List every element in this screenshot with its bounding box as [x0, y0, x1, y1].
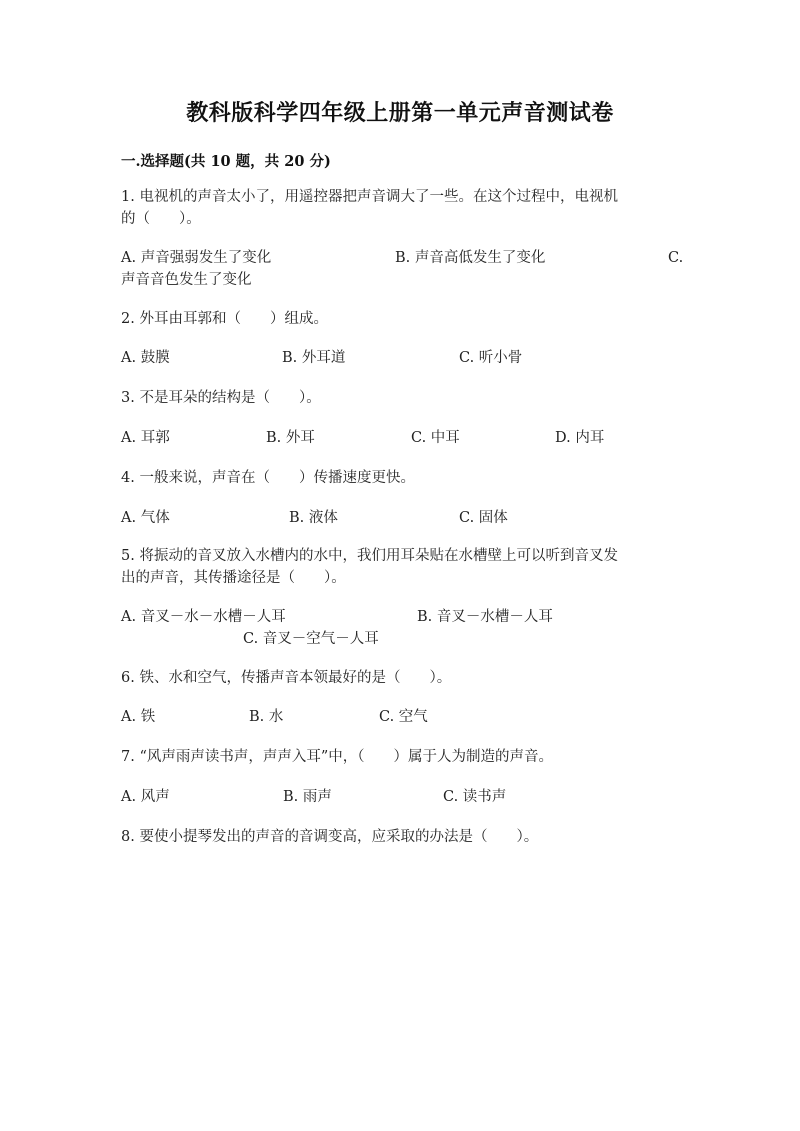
question-3-option-c: C. 中耳 — [411, 430, 460, 446]
question-5-option-a: A. 音叉－水－水槽－人耳 — [121, 609, 286, 625]
question-1-option-a: A. 声音强弱发生了变化 — [121, 250, 272, 266]
question-5-text-line-2: 出的声音，其传播途径是（ ）。 — [121, 570, 346, 586]
question-5-text-line-1: 5. 将振动的音叉放入水槽内的水中，我们用耳朵贴在水槽壁上可以听到音叉发 — [121, 548, 618, 564]
question-4-option-b: B. 液体 — [289, 510, 338, 526]
page-title: 教科版科学四年级上册第一单元声音测试卷 — [186, 100, 614, 126]
question-1-option-c-label: C. — [668, 250, 684, 266]
question-4-option-c: C. 固体 — [459, 510, 508, 526]
question-6: 6. 铁、水和空气，传播声音本领最好的是（ ）。 — [121, 670, 452, 686]
question-4: 4. 一般来说，声音在（ ）传播速度更快。 — [121, 470, 415, 486]
question-5 — [121, 545, 681, 589]
question-1-option-b: B. 声音高低发生了变化 — [395, 250, 546, 266]
question-3-option-b: B. 外耳 — [266, 430, 315, 446]
question-6-option-c: C. 空气 — [379, 709, 428, 725]
question-1-option-c-text: 声音音色发生了变化 — [121, 272, 252, 288]
question-7-option-b: B. 雨声 — [283, 789, 332, 805]
question-1-text-line-1: 1. 电视机的声音太小了，用遥控器把声音调大了一些。在这个过程中，电视机 — [121, 189, 618, 205]
question-5-option-c: C. 音叉－空气－人耳 — [243, 631, 379, 647]
question-7-option-c: C. 读书声 — [443, 789, 507, 805]
question-6-option-a: A. 铁 — [121, 709, 156, 725]
question-2: 2. 外耳由耳郭和（ ）组成。 — [121, 311, 328, 327]
question-3-option-a: A. 耳郭 — [121, 430, 170, 446]
question-2-option-b: B. 外耳道 — [282, 350, 346, 366]
question-7-option-a: A. 风声 — [121, 789, 170, 805]
question-1 — [121, 186, 681, 230]
question-6-option-b: B. 水 — [249, 709, 284, 725]
section-heading: 一.选择题(共 10 题，共 20 分) — [121, 153, 331, 170]
question-5-option-b: B. 音叉－水槽－人耳 — [417, 609, 553, 625]
question-3-option-d: D. 内耳 — [555, 430, 605, 446]
question-4-option-a: A. 气体 — [121, 510, 170, 526]
question-8: 8. 要使小提琴发出的声音的音调变高，应采取的办法是（ ）。 — [121, 829, 539, 845]
question-3: 3. 不是耳朵的结构是（ ）。 — [121, 390, 321, 406]
question-2-option-c: C. 听小骨 — [459, 350, 523, 366]
question-7: 7. “风声雨声读书声，声声入耳”中，（ ）属于人为制造的声音。 — [121, 749, 554, 765]
question-1-text-line-2: 的（ ）。 — [121, 211, 201, 227]
question-2-option-a: A. 鼓膜 — [121, 350, 170, 366]
